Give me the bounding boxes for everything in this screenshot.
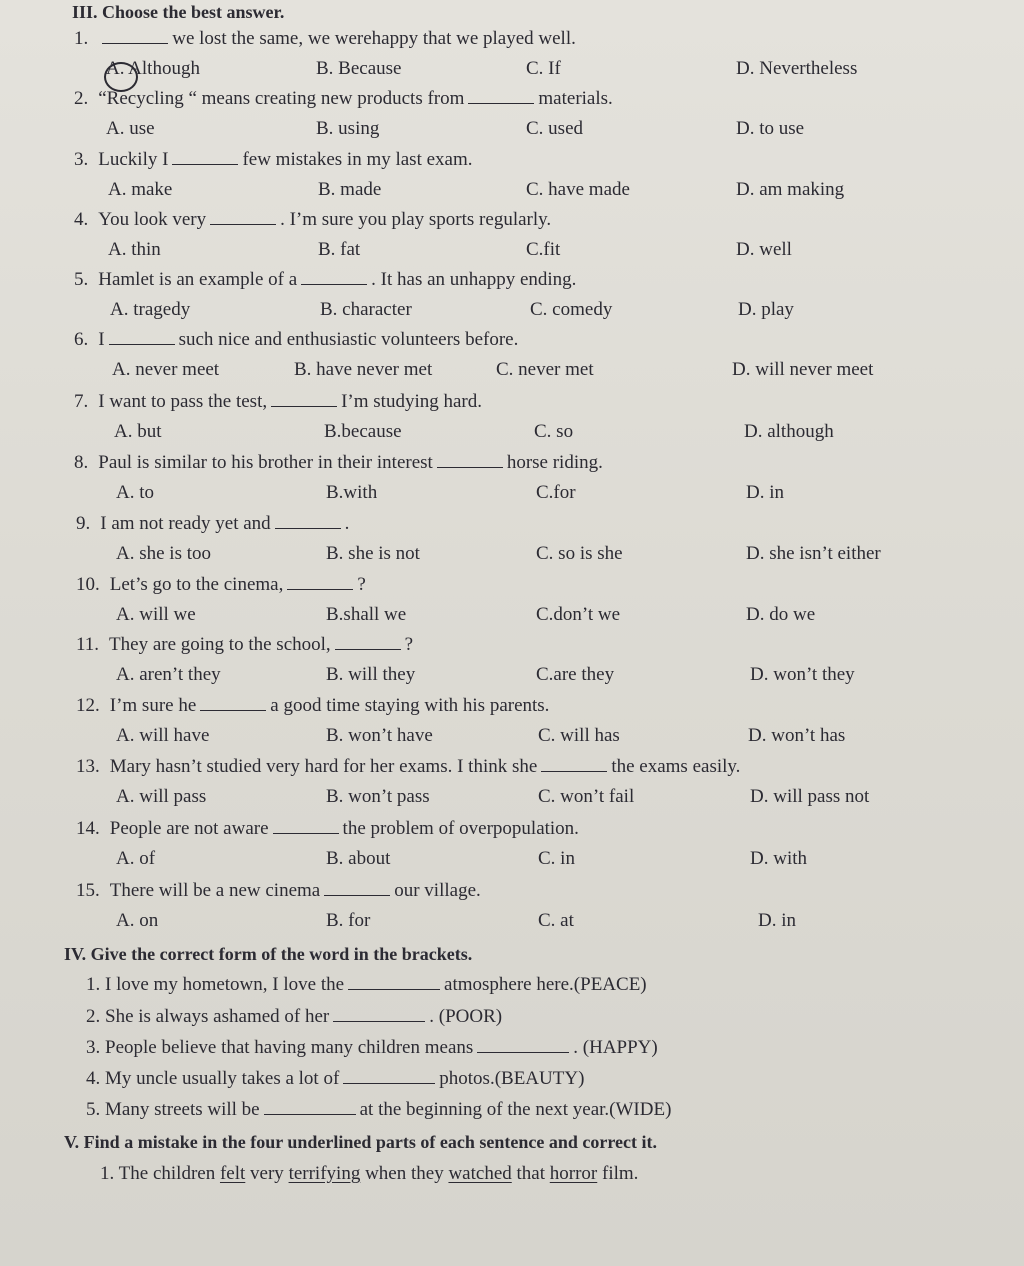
item-number: 2. — [86, 1006, 101, 1027]
option-d[interactable]: D. she isn’t either — [746, 543, 881, 564]
option-c[interactable]: C.are they — [536, 664, 615, 685]
answer-blank[interactable] — [477, 1038, 569, 1053]
option-a[interactable]: A. tragedy — [110, 299, 191, 320]
question-14 — [0, 818, 1024, 880]
option-c[interactable]: C. in — [538, 848, 575, 869]
option-a[interactable]: A. she is too — [116, 543, 211, 564]
answer-blank[interactable] — [109, 330, 175, 345]
stem-text: our village. — [394, 880, 481, 901]
stem-text: They are going to the school, — [109, 634, 331, 655]
answer-blank[interactable] — [301, 270, 367, 285]
answer-circle-mark — [104, 62, 138, 92]
stem-text: materials. — [538, 88, 613, 109]
option-b[interactable]: B.with — [326, 482, 378, 503]
question-number: 5. — [74, 269, 89, 290]
question-stem — [74, 88, 613, 110]
question-number: 6. — [74, 329, 89, 350]
question-number: 15. — [76, 880, 100, 901]
question-stem — [74, 329, 518, 351]
question-5 — [0, 269, 1024, 331]
stem-text: Paul is similar to his brother in their interest — [98, 452, 433, 473]
question-15 — [0, 880, 1024, 942]
question-stem — [76, 756, 740, 778]
word-form-item-4 — [86, 1068, 584, 1090]
stem-text: horse riding. — [506, 452, 603, 473]
item-text: film. — [602, 1163, 639, 1184]
stem-text: People are not aware — [109, 818, 269, 839]
option-b[interactable]: B. about — [326, 848, 391, 869]
question-8 — [0, 452, 1024, 514]
answer-blank[interactable] — [333, 1007, 425, 1022]
stem-text: I want to pass the test, — [98, 391, 268, 412]
item-text: . (POOR) — [429, 1006, 503, 1027]
question-4 — [0, 209, 1024, 271]
option-a[interactable]: A. will have — [116, 725, 210, 746]
word-form-item-5 — [86, 1099, 671, 1121]
stem-text: I’m sure he — [109, 695, 197, 716]
option-c[interactable]: C. won’t fail — [538, 786, 635, 807]
question-number: 1. — [74, 28, 89, 49]
option-c[interactable]: C. so — [534, 421, 574, 442]
stem-text: You look very — [98, 209, 207, 230]
option-d[interactable]: D. won’t has — [748, 725, 846, 746]
option-c[interactable]: C.fit — [526, 239, 561, 260]
stem-text: Mary hasn’t studied very hard for her exams. I think she — [109, 756, 538, 777]
item-text: Many streets will be — [105, 1099, 260, 1120]
option-b[interactable]: B. will they — [326, 664, 416, 685]
underlined-part: watched — [448, 1163, 512, 1184]
option-c[interactable]: C. so is she — [536, 543, 623, 564]
answer-blank[interactable] — [343, 1069, 435, 1084]
stem-text: the exams easily. — [611, 756, 741, 777]
answer-blank[interactable] — [287, 575, 353, 590]
question-number: 9. — [76, 513, 91, 534]
option-b[interactable]: B. fat — [318, 239, 361, 260]
option-c[interactable]: C.for — [536, 482, 576, 503]
section-5-title: V. Find a mistake in the four underlined parts of each sentence and correct it. — [64, 1132, 657, 1152]
question-stem — [76, 880, 481, 902]
question-number: 4. — [74, 209, 89, 230]
item-number: 3. — [86, 1037, 101, 1058]
item-text: I love my hometown, I love the — [105, 974, 345, 995]
stem-text: ? — [357, 574, 366, 595]
option-b[interactable]: B. made — [318, 179, 382, 200]
item-text: when they — [365, 1163, 444, 1184]
word-form-item-2 — [86, 1006, 502, 1028]
option-a[interactable]: A. make — [108, 179, 173, 200]
stem-text: Let’s go to the cinema, — [109, 574, 284, 595]
section-3-title: III. Choose the best answer. — [72, 2, 285, 22]
question-1 — [0, 28, 1024, 90]
question-9 — [0, 513, 1024, 575]
option-c[interactable]: C. used — [526, 118, 583, 139]
question-number: 14. — [76, 818, 100, 839]
answer-blank[interactable] — [324, 881, 390, 896]
stem-text: There will be a new cinema — [109, 880, 321, 901]
question-number: 12. — [76, 695, 100, 716]
item-text: The children — [118, 1163, 216, 1184]
answer-blank[interactable] — [200, 696, 266, 711]
option-b[interactable]: B.shall we — [326, 604, 407, 625]
option-d[interactable]: D. won’t they — [750, 664, 855, 685]
question-6 — [0, 329, 1024, 391]
question-stem — [74, 269, 576, 291]
option-d[interactable]: D. play — [738, 299, 794, 320]
answer-blank[interactable] — [275, 514, 341, 529]
question-number: 3. — [74, 149, 89, 170]
answer-blank[interactable] — [102, 29, 168, 44]
stem-text: . It has an unhappy ending. — [371, 269, 577, 290]
item-text: atmosphere here.(PEACE) — [444, 974, 647, 995]
answer-blank[interactable] — [468, 89, 534, 104]
option-b[interactable]: B. have never met — [294, 359, 433, 380]
option-c[interactable]: C. comedy — [530, 299, 613, 320]
underlined-part: horror — [549, 1163, 598, 1184]
answer-blank[interactable] — [273, 819, 339, 834]
option-c[interactable]: C. have made — [526, 179, 630, 200]
option-a[interactable]: A. thin — [108, 239, 161, 260]
option-a[interactable]: A. on — [116, 910, 159, 931]
answer-blank[interactable] — [264, 1100, 356, 1115]
stem-text: . I’m sure you play sports regularly. — [280, 209, 552, 230]
option-b[interactable]: B. she is not — [326, 543, 420, 564]
question-stem — [74, 391, 482, 413]
option-a[interactable]: A. of — [116, 848, 156, 869]
option-b[interactable]: B.because — [324, 421, 402, 442]
item-number: 1. — [86, 974, 101, 995]
item-text: very — [250, 1163, 284, 1184]
option-d[interactable]: D. am making — [736, 179, 845, 200]
option-d[interactable]: D. in — [758, 910, 796, 931]
section-4-title: IV. Give the correct form of the word in the brackets. — [64, 944, 473, 964]
question-stem — [74, 28, 576, 50]
option-c[interactable]: C. will has — [538, 725, 620, 746]
option-d[interactable]: D. to use — [736, 118, 805, 139]
option-b[interactable]: B. won’t pass — [326, 786, 430, 807]
stem-text: I — [98, 329, 105, 350]
stem-text: Luckily I — [98, 149, 169, 170]
item-number: 1. — [100, 1163, 115, 1184]
option-d[interactable]: D. in — [746, 482, 784, 503]
question-stem — [76, 695, 549, 717]
option-a[interactable]: A. to — [116, 482, 154, 503]
stem-text: Hamlet is an example of a — [98, 269, 298, 290]
underlined-part: felt — [219, 1163, 246, 1184]
underlined-part: terrifying — [288, 1163, 361, 1184]
question-number: 7. — [74, 391, 89, 412]
mistake-item-1 — [100, 1163, 638, 1185]
option-b[interactable]: B. won’t have — [326, 725, 433, 746]
answer-blank[interactable] — [335, 635, 401, 650]
stem-text: the problem of overpopulation. — [342, 818, 579, 839]
item-text: She is always ashamed of her — [105, 1006, 330, 1027]
question-13 — [0, 756, 1024, 818]
question-stem — [74, 209, 551, 231]
question-stem — [76, 634, 413, 656]
word-form-item-3 — [86, 1037, 658, 1059]
word-form-item-1 — [86, 974, 647, 996]
answer-blank[interactable] — [210, 210, 276, 225]
question-3 — [0, 149, 1024, 211]
question-stem — [74, 452, 603, 474]
option-a[interactable]: A. never meet — [112, 359, 220, 380]
item-text: My uncle usually takes a lot of — [105, 1068, 340, 1089]
question-stem — [74, 149, 473, 171]
option-c[interactable]: C.don’t we — [536, 604, 621, 625]
option-d[interactable]: D. with — [750, 848, 807, 869]
question-12 — [0, 695, 1024, 757]
answer-blank[interactable] — [437, 453, 503, 468]
option-a[interactable]: A. will we — [116, 604, 196, 625]
answer-blank[interactable] — [271, 392, 337, 407]
item-text: photos.(BEAUTY) — [439, 1068, 585, 1089]
question-11 — [0, 634, 1024, 696]
question-number: 10. — [76, 574, 100, 595]
option-a[interactable]: A. but — [114, 421, 162, 442]
stem-text: such nice and enthusiastic volunteers before. — [178, 329, 519, 350]
question-7 — [0, 391, 1024, 453]
option-a[interactable]: A. Although — [106, 58, 200, 79]
option-b[interactable]: B. for — [326, 910, 371, 931]
item-text: . (HAPPY) — [573, 1037, 658, 1058]
stem-text: ? — [404, 634, 414, 655]
option-b[interactable]: B. using — [316, 118, 380, 139]
option-d[interactable]: D. will pass not — [750, 786, 870, 807]
stem-text: “Recycling “ means creating new products from — [98, 88, 465, 109]
answer-blank[interactable] — [541, 757, 607, 772]
option-d[interactable]: D. Nevertheless — [736, 58, 858, 79]
question-number: 13. — [76, 756, 100, 777]
item-text: at the beginning of the next year.(WIDE) — [359, 1099, 672, 1120]
question-stem — [76, 513, 349, 535]
option-a[interactable]: A. will pass — [116, 786, 207, 807]
stem-text: we lost the same, we werehappy that we played well. — [172, 28, 576, 49]
option-b[interactable]: B. Because — [316, 58, 402, 79]
item-text: that — [516, 1163, 546, 1184]
question-number: 11. — [76, 634, 100, 655]
question-2 — [0, 88, 1024, 150]
option-a[interactable]: A. aren’t they — [116, 664, 221, 685]
question-stem — [76, 574, 366, 596]
option-d[interactable]: D. although — [744, 421, 834, 442]
stem-text: . — [344, 513, 350, 534]
option-a[interactable]: A. use — [106, 118, 155, 139]
stem-text: I am not ready yet and — [100, 513, 271, 534]
option-d[interactable]: D. well — [736, 239, 792, 260]
stem-text: a good time staying with his parents. — [270, 695, 550, 716]
item-number: 4. — [86, 1068, 101, 1089]
question-10 — [0, 574, 1024, 636]
option-c[interactable]: C. never met — [496, 359, 594, 380]
answer-blank[interactable] — [172, 150, 238, 165]
question-number: 2. — [74, 88, 89, 109]
item-text: People believe that having many children means — [105, 1037, 474, 1058]
stem-text: few mistakes in my last exam. — [242, 149, 473, 170]
option-d[interactable]: D. do we — [746, 604, 816, 625]
answer-blank[interactable] — [348, 975, 440, 990]
item-number: 5. — [86, 1099, 101, 1120]
option-c[interactable]: C. at — [538, 910, 574, 931]
option-c[interactable]: C. If — [526, 58, 561, 79]
question-number: 8. — [74, 452, 89, 473]
stem-text: I’m studying hard. — [341, 391, 483, 412]
option-d[interactable]: D. will never meet — [732, 359, 874, 380]
question-stem — [76, 818, 579, 840]
option-b[interactable]: B. character — [320, 299, 412, 320]
